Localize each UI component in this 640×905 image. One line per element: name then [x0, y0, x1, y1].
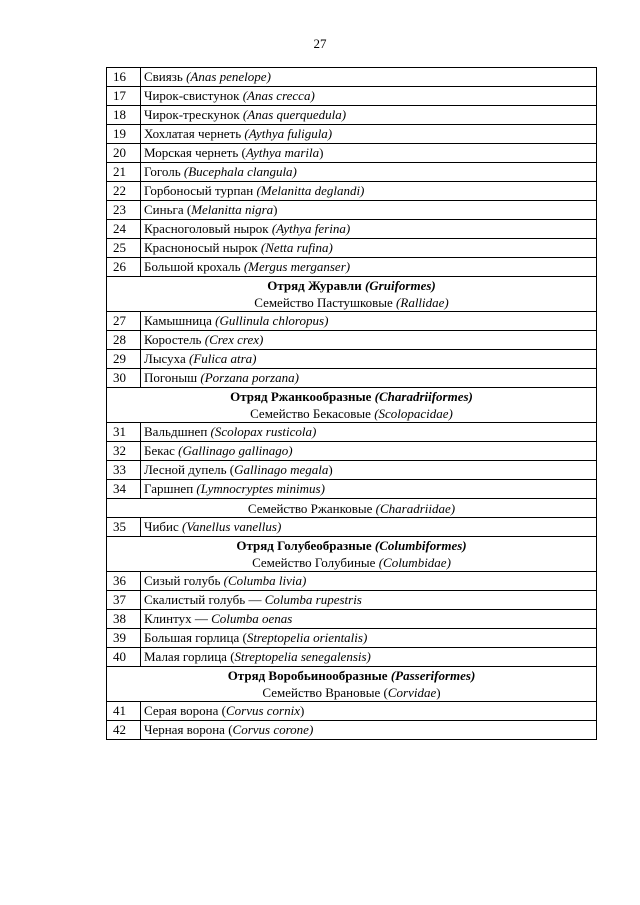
row-number: 42: [107, 721, 141, 740]
species-name: [141, 312, 597, 331]
species-name: [141, 125, 597, 144]
species-common-name: Чибис: [144, 519, 182, 534]
species-latin-name: (Fulica atra): [189, 351, 257, 366]
species-common-name: Морская чернеть (: [144, 145, 246, 160]
family-latin-name: (Columbidae): [378, 555, 451, 570]
species-table-body: [107, 68, 597, 740]
species-name: [141, 87, 597, 106]
species-common-name: Бекас: [144, 443, 179, 458]
species-latin-name: Streptopelia orientalis): [246, 630, 368, 645]
species-row: [107, 87, 597, 106]
species-common-name: Сизый голубь: [144, 573, 224, 588]
species-row: [107, 721, 597, 740]
species-latin-name: (Anas penelope): [186, 69, 271, 84]
species-name: [141, 220, 597, 239]
species-latin-name: (Gullinula chloropus): [215, 313, 329, 328]
species-latin-name: Corvus cornix: [225, 703, 300, 718]
row-number: 27: [107, 312, 141, 331]
species-latin-name: Columba rupestris: [264, 592, 362, 607]
family-name-suffix: ): [436, 685, 441, 700]
species-row: [107, 369, 597, 388]
order-latin-name: (Columbiformes): [374, 538, 467, 553]
species-row: [107, 442, 597, 461]
family-name: Семейство Голубиные: [252, 555, 379, 570]
species-latin-name: (Aythya fuligula): [244, 126, 333, 141]
species-name: [141, 258, 597, 277]
row-number: 20: [107, 144, 141, 163]
species-common-name: Гаршнеп: [144, 481, 197, 496]
species-name-suffix: ): [273, 202, 278, 217]
order-title: [110, 537, 593, 554]
species-name-suffix: ): [328, 462, 333, 477]
family-title: [110, 294, 593, 311]
species-common-name: Коростель: [144, 332, 205, 347]
species-name: [141, 350, 597, 369]
row-number: 40: [107, 648, 141, 667]
species-latin-name: Gallinago megala: [234, 462, 329, 477]
row-number: 34: [107, 480, 141, 499]
species-common-name: Большая горлица (: [144, 630, 247, 645]
species-latin-name: (Anas querquedula): [242, 107, 347, 122]
species-latin-name: Aythya marila: [245, 145, 320, 160]
family-name: Семейство Ржанковые: [247, 500, 376, 516]
family-header-row: [107, 499, 597, 518]
row-number: 41: [107, 702, 141, 721]
row-number: 30: [107, 369, 141, 388]
species-row: [107, 201, 597, 220]
species-latin-name: (Bucephala clangula): [183, 164, 297, 179]
species-common-name: Лесной дупель (: [144, 462, 235, 477]
group-header-cell: [107, 388, 597, 423]
family-name: Семейство Пастушковые: [254, 295, 397, 310]
group-header-cell: [107, 537, 597, 572]
species-name: [141, 68, 597, 87]
species-row: [107, 461, 597, 480]
order-latin-name: (Charadriiformes): [374, 389, 473, 404]
row-number: 37: [107, 591, 141, 610]
species-latin-name: (Melanitta deglandi): [256, 183, 365, 198]
species-common-name: Гоголь: [144, 164, 184, 179]
species-row: [107, 125, 597, 144]
species-row: [107, 591, 597, 610]
order-name: Отряд Голубеобразные: [236, 538, 375, 553]
row-number: 24: [107, 220, 141, 239]
species-common-name: Серая ворона (: [144, 703, 226, 718]
family-title: [110, 405, 593, 422]
species-name: [141, 591, 597, 610]
species-name: [141, 369, 597, 388]
species-row: [107, 220, 597, 239]
row-number: 38: [107, 610, 141, 629]
family-title: [110, 684, 593, 701]
species-row: [107, 331, 597, 350]
group-header-cell: [107, 277, 597, 312]
species-name: [141, 423, 597, 442]
row-number: 31: [107, 423, 141, 442]
species-name: [141, 182, 597, 201]
species-common-name: Свиязь: [144, 69, 187, 84]
row-number: 33: [107, 461, 141, 480]
species-common-name: Клинтух —: [144, 611, 212, 626]
species-common-name: Скалистый голубь —: [144, 592, 265, 607]
species-row: [107, 258, 597, 277]
order-latin-name: (Gruiformes): [364, 278, 436, 293]
species-latin-name: (Scolopax rusticola): [210, 424, 317, 439]
species-row: [107, 106, 597, 125]
species-name-suffix: ): [319, 145, 324, 160]
species-latin-name: (Crex crex): [204, 332, 264, 347]
species-common-name: Большой крохаль: [144, 259, 244, 274]
species-name: [141, 648, 597, 667]
species-row: [107, 423, 597, 442]
species-latin-name: Columba oenas: [211, 611, 293, 626]
species-latin-name: (Vanellus vanellus): [182, 519, 282, 534]
family-name: Семейство Врановые (: [262, 685, 388, 700]
species-latin-name: Streptopelia senegalensis): [234, 649, 371, 664]
species-name: [141, 572, 597, 591]
row-number: 32: [107, 442, 141, 461]
species-row: [107, 648, 597, 667]
family-latin-name: (Rallidae): [396, 295, 449, 310]
species-common-name: Синьга (: [144, 202, 192, 217]
row-number: 35: [107, 518, 141, 537]
family-title: [110, 554, 593, 571]
species-latin-name: Melanitta nigra: [191, 202, 274, 217]
row-number: 26: [107, 258, 141, 277]
species-latin-name: (Gallinago gallinago): [178, 443, 293, 458]
family-latin-name: (Charadriidae): [375, 500, 456, 516]
species-common-name: Камышница: [144, 313, 216, 328]
species-row: [107, 350, 597, 369]
species-common-name: Лысуха: [144, 351, 189, 366]
species-row: [107, 702, 597, 721]
species-latin-name: (Aythya ferina): [271, 221, 351, 236]
species-row: [107, 163, 597, 182]
species-row: [107, 312, 597, 331]
row-number: 18: [107, 106, 141, 125]
species-common-name: Горбоносый турпан: [144, 183, 257, 198]
species-row: [107, 572, 597, 591]
species-latin-name: (Lymnocryptes minimus): [196, 481, 325, 496]
species-common-name: Чирок-свистунок: [144, 88, 243, 103]
species-latin-name: (Anas crecca): [242, 88, 315, 103]
species-common-name: Красноносый нырок: [144, 240, 261, 255]
order-header-row: [107, 277, 597, 312]
order-name: Отряд Воробьинообразные: [227, 668, 391, 683]
family-name: Семейство Бекасовые: [250, 406, 375, 421]
species-row: [107, 480, 597, 499]
species-name: [141, 331, 597, 350]
species-row: [107, 239, 597, 258]
species-name: [141, 461, 597, 480]
species-name: [141, 442, 597, 461]
row-number: 29: [107, 350, 141, 369]
order-name: Отряд Ржанкообразные: [230, 389, 375, 404]
row-number: 21: [107, 163, 141, 182]
species-name: [141, 629, 597, 648]
species-latin-name: (Columba livia): [223, 573, 307, 588]
species-name: [141, 610, 597, 629]
order-header-row: [107, 537, 597, 572]
species-row: [107, 68, 597, 87]
order-title: [110, 667, 593, 684]
order-name: Отряд Журавли: [267, 278, 365, 293]
species-common-name: Малая горлица (: [144, 649, 235, 664]
species-common-name: Чирок-трескунок: [144, 107, 243, 122]
species-name: [141, 721, 597, 740]
species-name: [141, 163, 597, 182]
family-latin-name: Corvidae: [387, 685, 437, 700]
species-row: [107, 182, 597, 201]
species-latin-name: (Mergus merganser): [243, 259, 351, 274]
page-number: 27: [313, 36, 327, 51]
species-common-name: Погоныш: [144, 370, 201, 385]
row-number: 17: [107, 87, 141, 106]
row-number: 39: [107, 629, 141, 648]
species-name: [141, 201, 597, 220]
species-latin-name: Corvus corone): [232, 722, 314, 737]
row-number: 19: [107, 125, 141, 144]
species-name: [141, 106, 597, 125]
group-header-cell: [107, 499, 597, 518]
species-row: [107, 629, 597, 648]
species-name: [141, 518, 597, 537]
species-row: [107, 144, 597, 163]
order-latin-name: (Passeriformes): [390, 668, 476, 683]
row-number: 23: [107, 201, 141, 220]
order-title: [110, 388, 593, 405]
family-latin-name: (Scolopacidae): [374, 406, 453, 421]
row-number: 25: [107, 239, 141, 258]
species-row: [107, 610, 597, 629]
species-name: [141, 480, 597, 499]
species-common-name: Хохлатая чернеть: [144, 126, 245, 141]
order-header-row: [107, 667, 597, 702]
order-header-row: [107, 388, 597, 423]
species-row: [107, 518, 597, 537]
species-table: [106, 67, 597, 740]
group-header-cell: [107, 667, 597, 702]
row-number: 28: [107, 331, 141, 350]
species-name: [141, 239, 597, 258]
species-name-suffix: ): [300, 703, 305, 718]
row-number: 36: [107, 572, 141, 591]
species-common-name: Вальдшнеп: [144, 424, 211, 439]
row-number: 16: [107, 68, 141, 87]
species-common-name: Черная ворона (: [144, 722, 233, 737]
species-name: [141, 702, 597, 721]
row-number: 22: [107, 182, 141, 201]
species-latin-name: (Netta rufina): [260, 240, 333, 255]
species-common-name: Красноголовый нырок: [144, 221, 272, 236]
species-latin-name: (Porzana porzana): [200, 370, 299, 385]
order-title: [110, 277, 593, 294]
species-name: [141, 144, 597, 163]
family-title: [110, 500, 593, 517]
